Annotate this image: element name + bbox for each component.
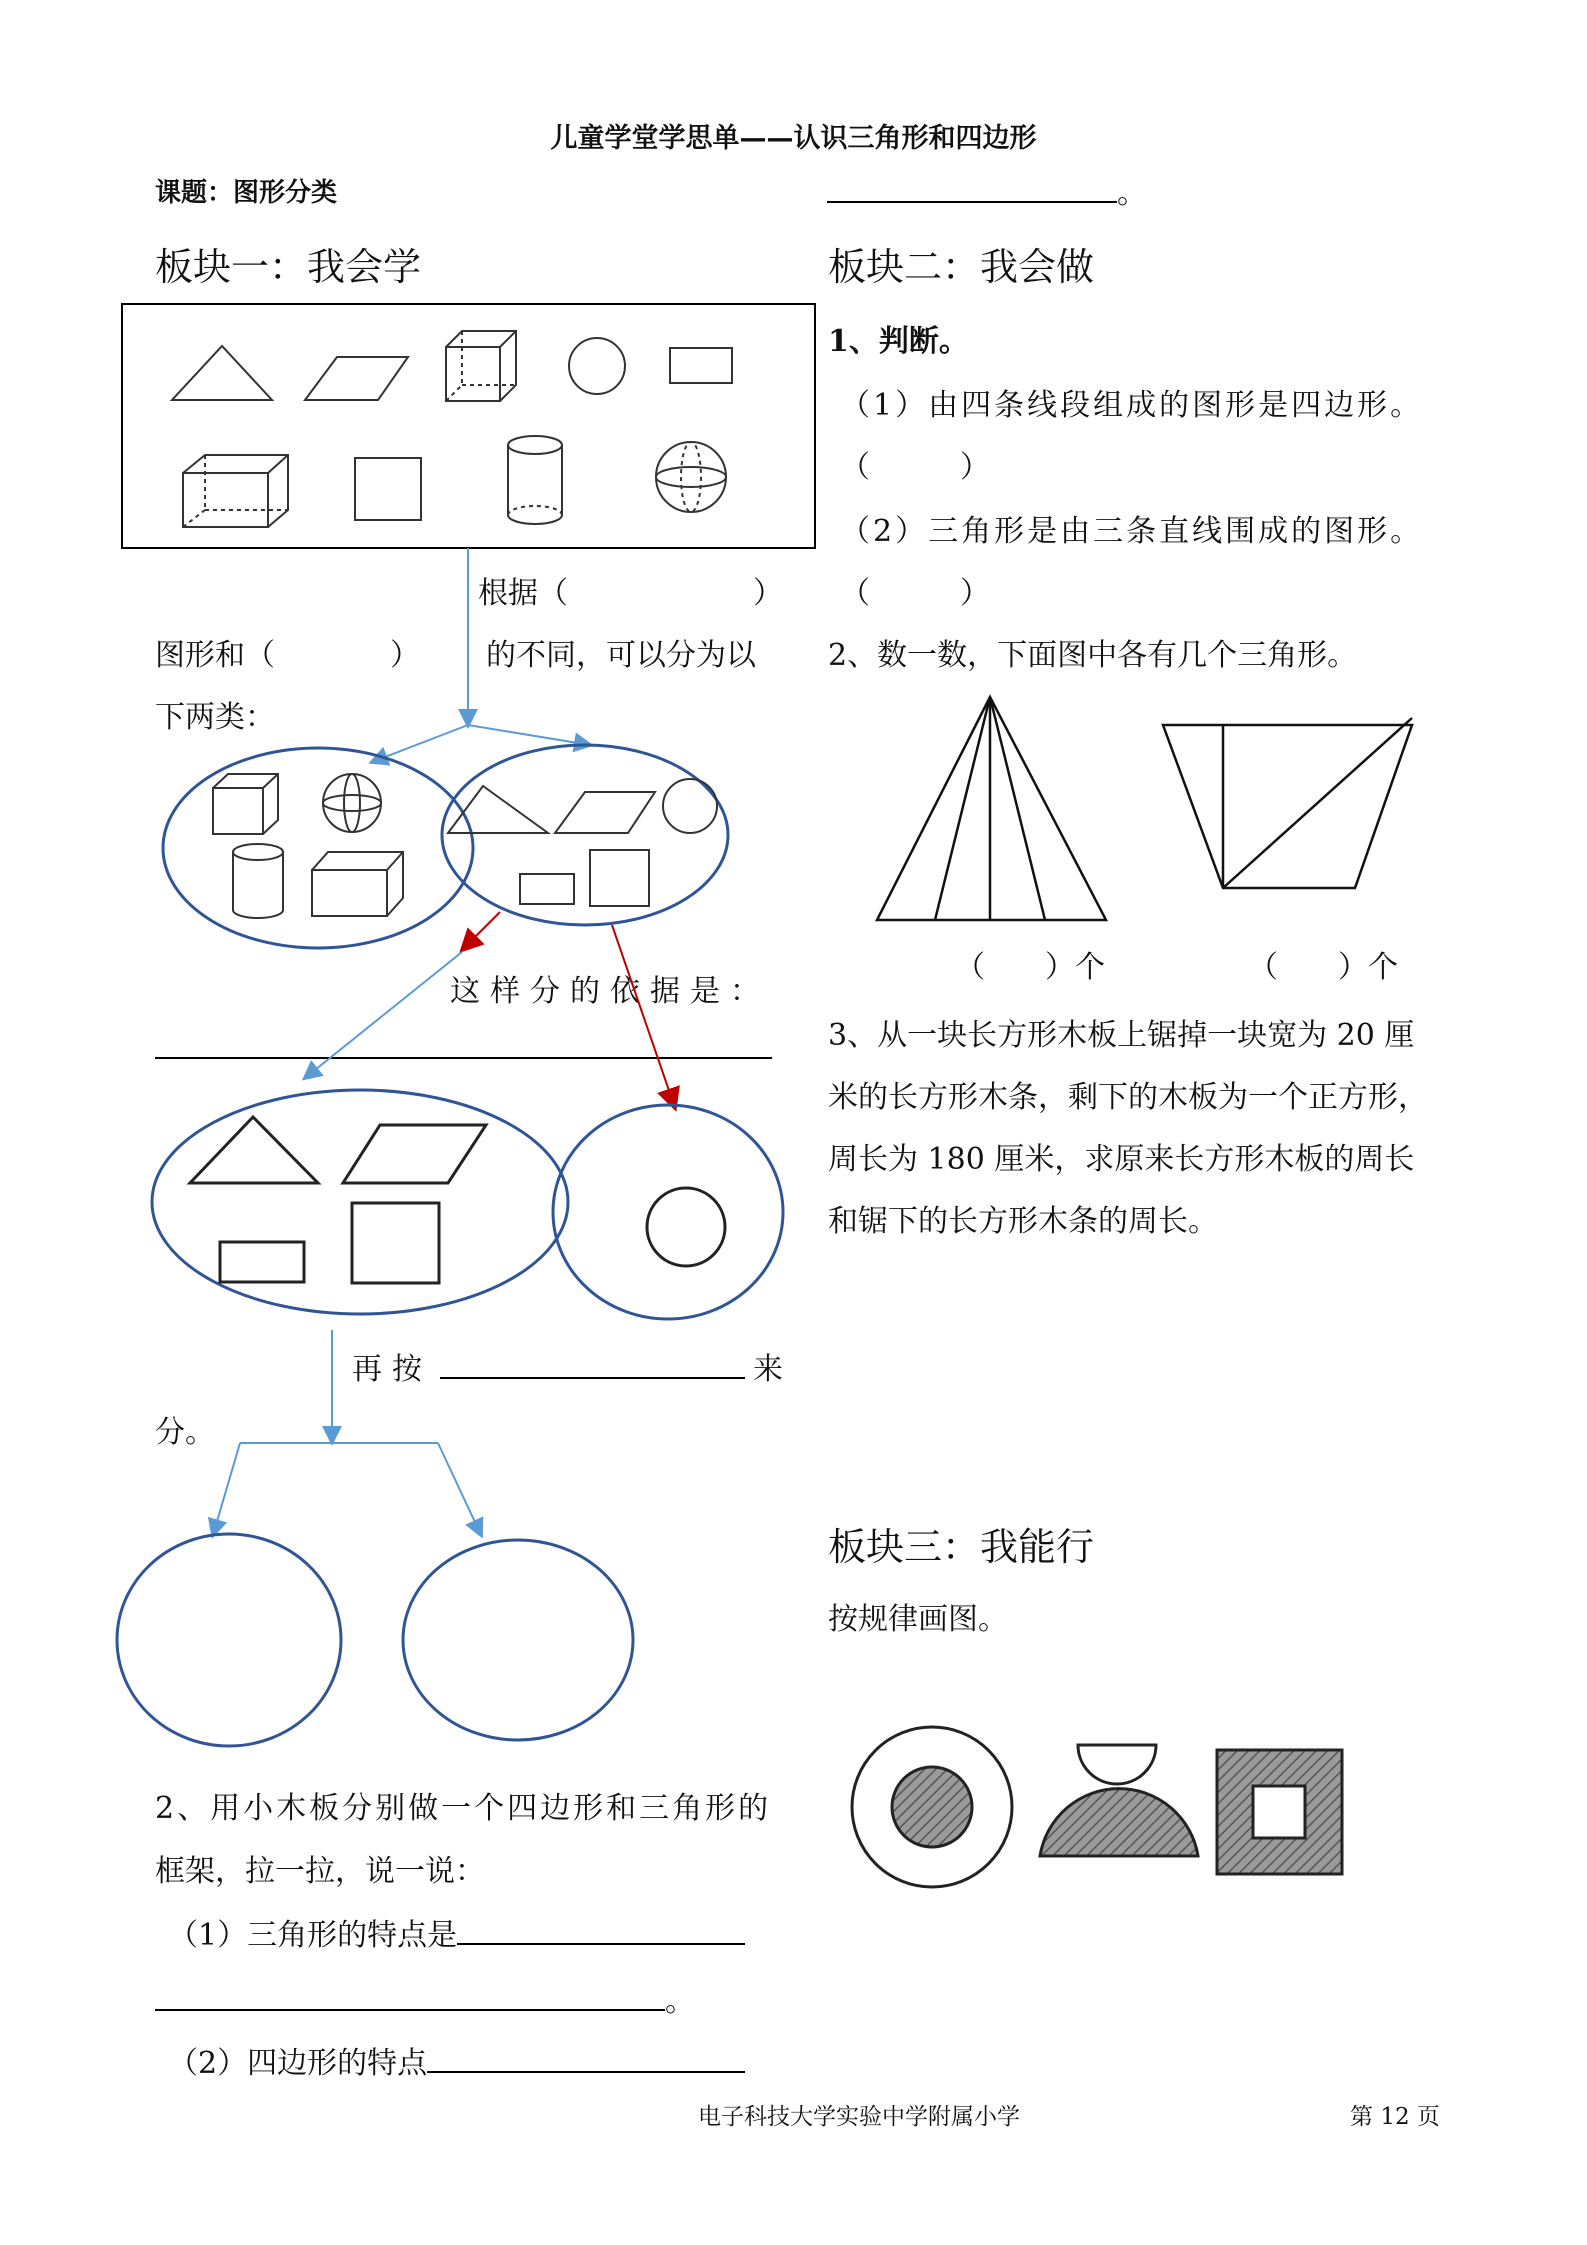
page-title: 儿童学堂学思单——认识三角形和四边形 (550, 123, 1037, 154)
difference-text: 的不同，可以分为以 (486, 638, 756, 673)
pattern-small-semicircle (1078, 1745, 1156, 1784)
count-trapezoid-figure (1163, 718, 1412, 888)
circle-shape (569, 338, 625, 394)
q3-line4: 和锯下的长方形木条的周长。 (828, 1204, 1218, 1239)
shapes-box (122, 304, 815, 548)
section3-heading: 板块三：我能行 (828, 1525, 1095, 1569)
section2-heading: 板块二：我会做 (828, 245, 1095, 289)
q2-count-title: 2、数一数，下面图中各有几个三角形。 (828, 638, 1358, 673)
basis-question: 这样分的依据是： (450, 974, 770, 1009)
footer-page: 第 12 页 (1350, 2104, 1440, 2130)
q2-line2: 框架，拉一拉，说一说： (155, 1854, 485, 1889)
footer-school: 电子科技大学实验中学附属小学 (698, 2104, 1020, 2130)
cube-shape (446, 331, 516, 401)
q2-triangle-line: （1）三角形的特点是 (168, 1910, 745, 1954)
q1-title: 1、判断。 (828, 324, 969, 359)
page-number: 12 (1380, 2104, 1410, 2130)
q2-line1: 2、用小木板分别做一个四边形和三角形的 (155, 1791, 772, 1826)
group-2d-shapes (448, 779, 717, 906)
rectangle-shape (670, 348, 732, 383)
empty-circle-right (403, 1540, 633, 1740)
again-line: 再按 来 (352, 1344, 793, 1388)
count-right-answer[interactable]: （ ）个 (1248, 950, 1398, 985)
q1-item2: （2）三角形是由三条直线围成的图形。 (840, 514, 1424, 549)
count-left-answer[interactable]: （ ）个 (955, 950, 1105, 985)
parallelogram-shape (305, 357, 408, 400)
shape-type-line: 图形和（ ） (155, 638, 420, 673)
q1-item1: （1）由四条线段组成的图形是四边形。 (840, 388, 1424, 423)
q3-line2: 米的长方形木条，剩下的木板为一个正方形， (828, 1080, 1428, 1115)
q1-item1-paren[interactable]: （ ） (840, 450, 990, 485)
empty-circle-left (117, 1534, 341, 1746)
q3-line1: 3、从一块长方形木板上锯掉一块宽为 20 厘 (828, 1018, 1415, 1053)
cuboid-shape (183, 455, 288, 527)
q1-item2-paren[interactable]: （ ） (840, 576, 990, 611)
red-arrows (462, 912, 675, 1108)
group-3d-ellipse (163, 748, 473, 948)
curved-group-circle (647, 1188, 725, 1266)
basis-line: 根据（ ） (478, 576, 783, 611)
divide-text: 分。 (155, 1415, 215, 1450)
polygon-group-shapes (190, 1117, 486, 1283)
group-3d-shapes (213, 774, 403, 918)
two-types-text: 下两类： (155, 700, 275, 735)
empty-circles (117, 1534, 633, 1746)
lesson-topic: 课题：图形分类 (155, 178, 338, 208)
q2-continue-line: 。 (155, 1976, 695, 2020)
sphere-shape (656, 442, 726, 512)
pattern-inner-circle (892, 1767, 972, 1847)
count-triangle-figure (877, 697, 1106, 920)
q3-line3: 周长为 180 厘米，求原来长方形木板的周长 (828, 1142, 1415, 1177)
pattern-semicircle (1040, 1789, 1198, 1856)
pattern-figure (852, 1727, 1342, 1887)
curved-group-ellipse (553, 1105, 783, 1319)
cylinder-shape (508, 436, 562, 524)
section3-instruction: 按规律画图。 (828, 1602, 1008, 1637)
q2-quad-line: （2）四边形的特点 (168, 2038, 745, 2082)
section1-heading: 板块一：我会学 (155, 245, 422, 289)
triangle-shape (172, 346, 272, 400)
tree-arrows (372, 548, 590, 762)
group-2d-ellipse (442, 745, 728, 925)
pattern-inner-square (1253, 1786, 1305, 1838)
top-right-answer-line: 。 (827, 168, 1147, 212)
square-shape (355, 458, 421, 520)
lower-tree-arrows (213, 1330, 481, 1535)
